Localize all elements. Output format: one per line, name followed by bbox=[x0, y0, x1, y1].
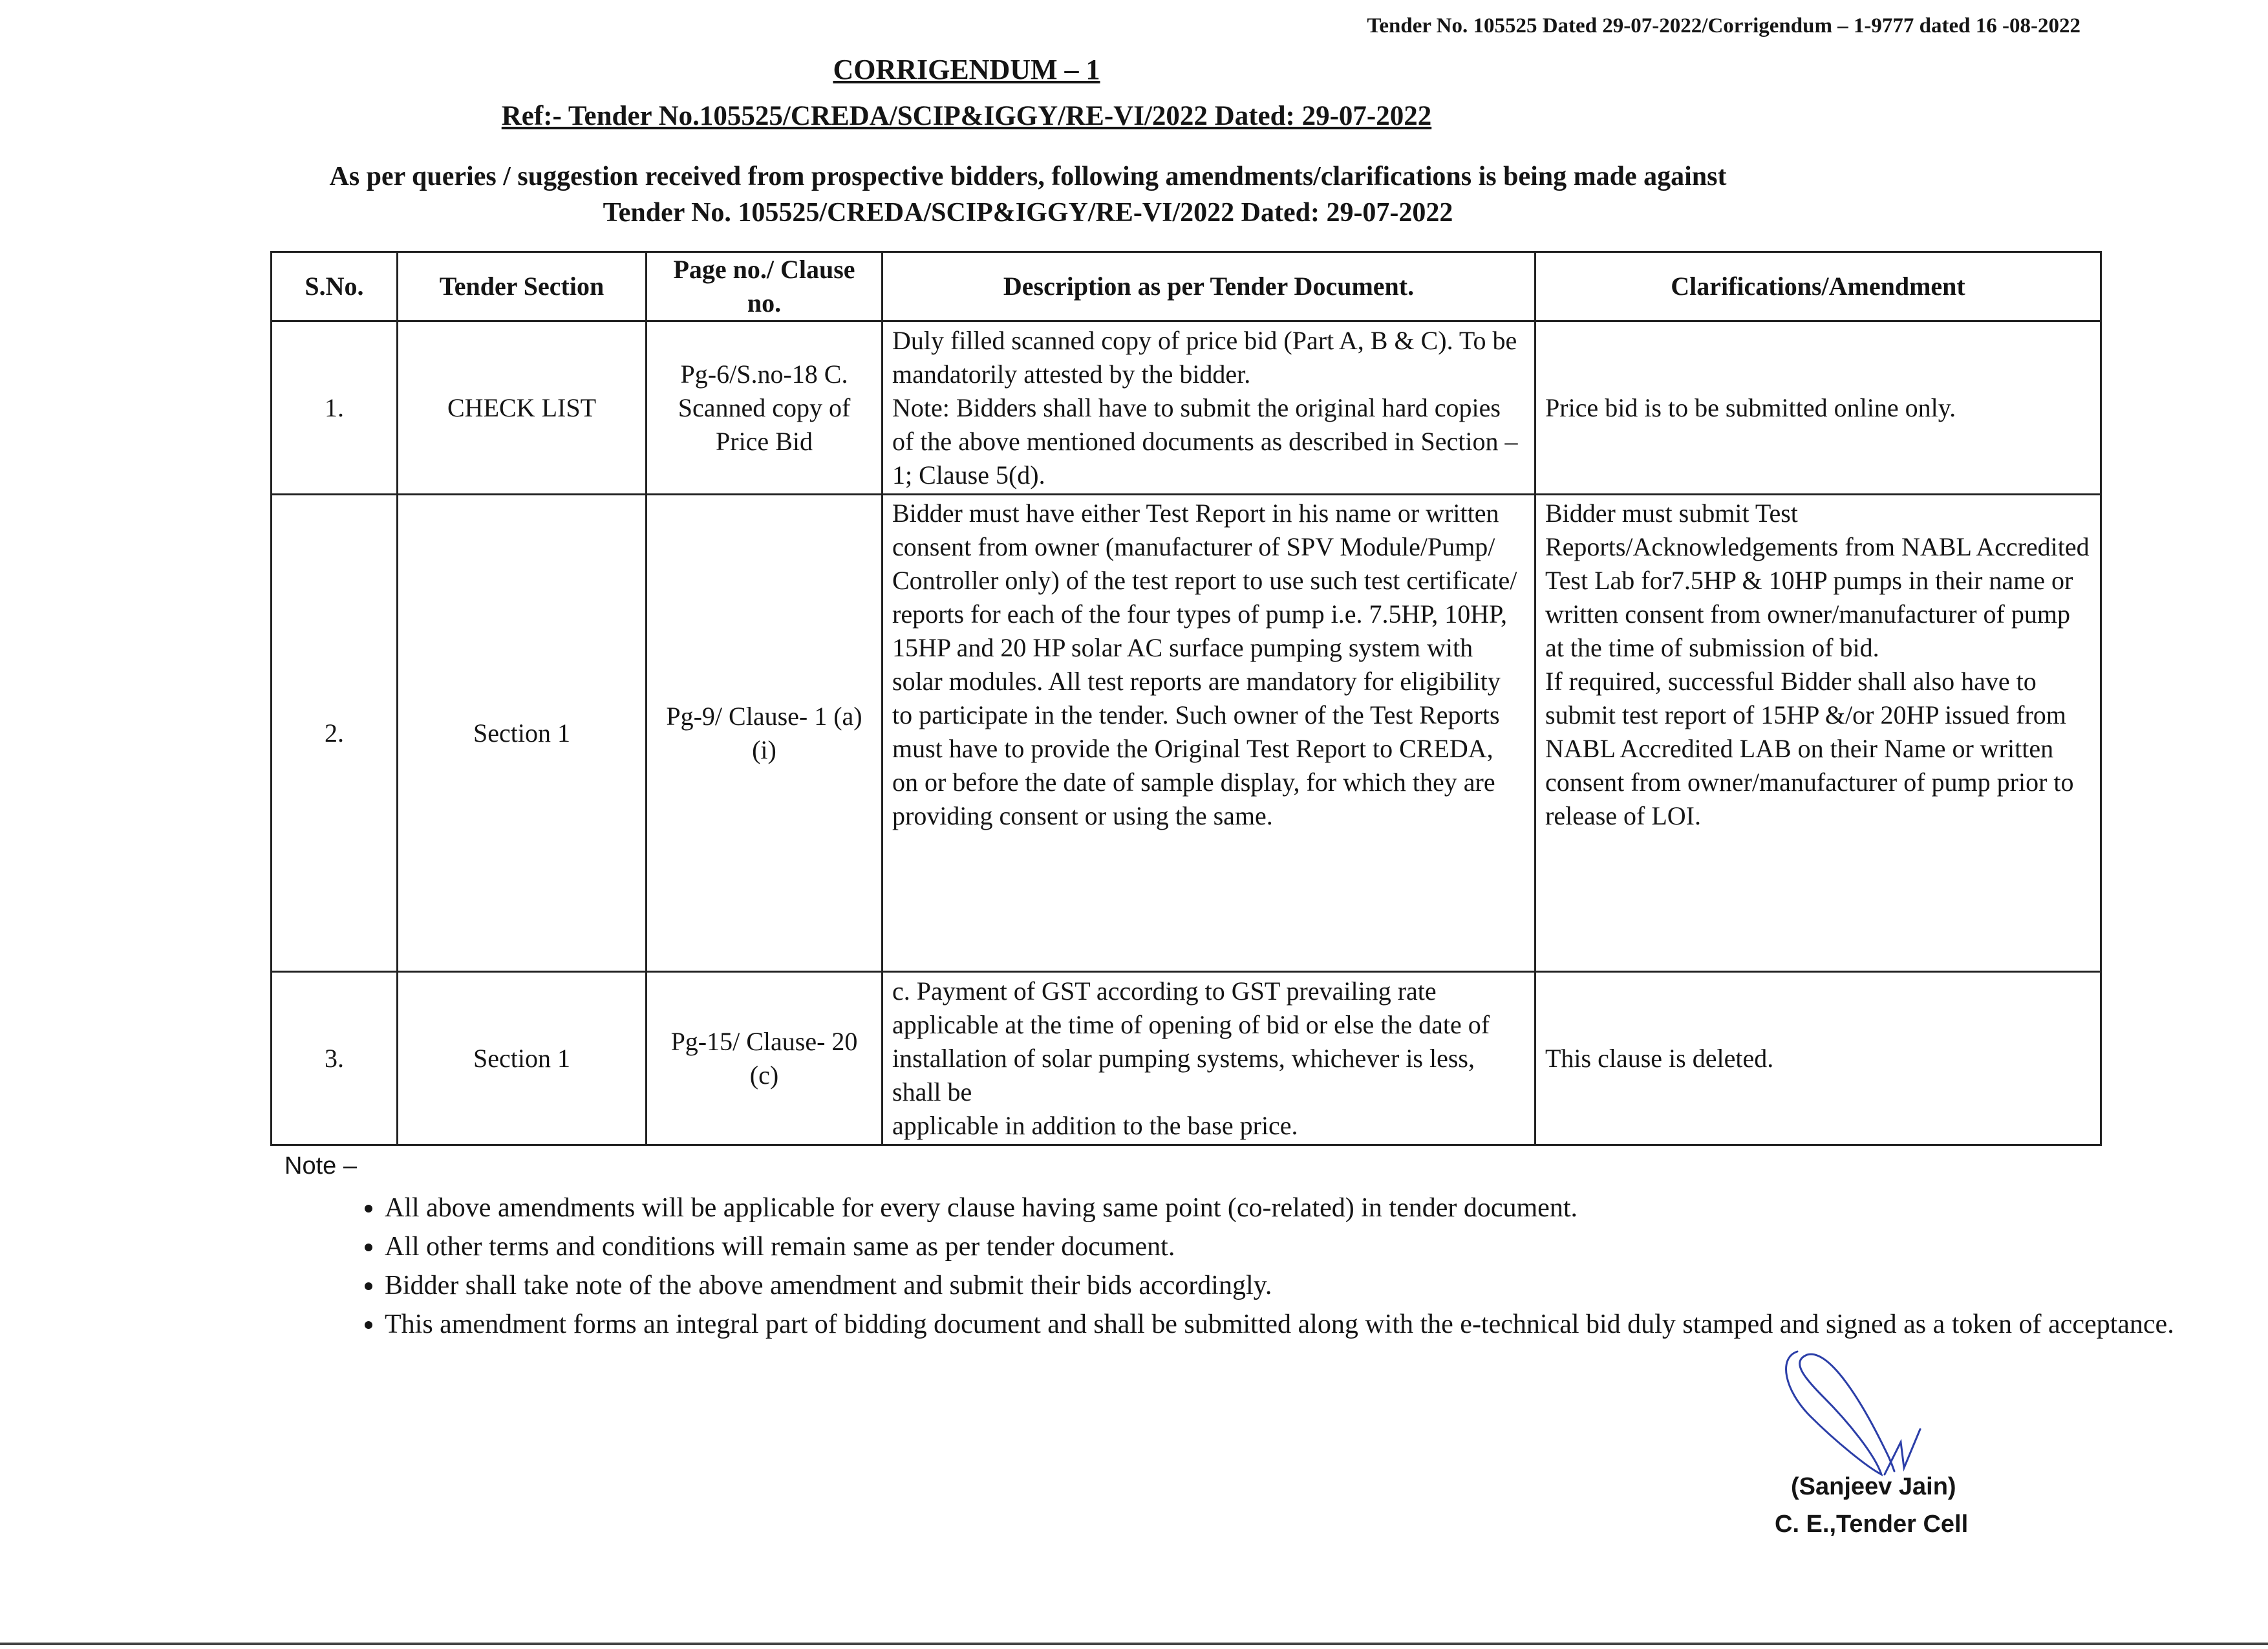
column-header-sno: S.No. bbox=[272, 252, 398, 321]
list-item: • Bidder shall take note of the above amendment and submit their bids accordingly. bbox=[385, 1266, 2182, 1305]
tender-reference-header: Tender No. 105525 Dated 29-07-2022/Corrigendum – 1-9777 dated 16 -08-2022 bbox=[1367, 14, 2081, 38]
cell-section: CHECK LIST bbox=[398, 321, 647, 495]
notes-list bbox=[323, 1189, 2182, 1344]
table-row bbox=[272, 321, 2101, 495]
intro-paragraph: As per queries / suggestion received from prospective bidders, following amendments/clarifications is being made against Tender No. 105525/CREDA/SCIP&IGGY/RE-VI/2022 Dated: 29-07-2022 bbox=[329, 162, 1727, 228]
cell-clause: Pg-6/S.no-18 C. Scanned copy of Price Bid bbox=[647, 321, 883, 495]
list-item: • All other terms and conditions will remain same as per tender document. bbox=[385, 1227, 2182, 1266]
cell-clause: Pg-9/ Clause- 1 (a) (i) bbox=[647, 495, 883, 972]
table-header-row bbox=[272, 252, 2101, 321]
cell-clause: Pg-15/ Clause- 20 (c) bbox=[647, 972, 883, 1145]
cell-sno: 2. bbox=[272, 495, 398, 972]
signature-stroke bbox=[1786, 1352, 1920, 1474]
column-header-description: Description as per Tender Document. bbox=[883, 252, 1535, 321]
cell-description: Duly filled scanned copy of price bid (Part A, B & C). To be mandatorily attested by the bidder. Note: Bidders shall have to submit the original hard copies of the above mentioned documents as described in Section – 1; Clause 5(d). bbox=[883, 321, 1535, 495]
note-label: Note – bbox=[284, 1152, 357, 1180]
page-bottom-rule bbox=[0, 1643, 2268, 1645]
tender-reference: Ref:- Tender No.105525/CREDA/SCIP&IGGY/RE-VI/2022 Dated: 29-07-2022 bbox=[501, 101, 1432, 131]
table-row bbox=[272, 972, 2101, 1145]
cell-sno: 1. bbox=[272, 321, 398, 495]
cell-amendment: This clause is deleted. bbox=[1535, 972, 2101, 1145]
column-header-clause: Page no./ Clause no. bbox=[647, 252, 883, 321]
list-item: • This amendment forms an integral part of bidding document and shall be submitted along with the e-technical bid duly stamped and signed as a token of acceptance. bbox=[385, 1305, 2182, 1344]
document-title: CORRIGENDUM – 1 bbox=[833, 54, 1100, 85]
cell-amendment: Price bid is to be submitted online only. bbox=[1535, 321, 2101, 495]
list-item: • All above amendments will be applicable for every clause having same point (co-related) in tender document. bbox=[385, 1189, 2182, 1227]
cell-sno: 3. bbox=[272, 972, 398, 1145]
column-header-section: Tender Section bbox=[398, 252, 647, 321]
cell-description: c. Payment of GST according to GST prevailing rate applicable at the time of opening of bid or else the date of installation of solar pumping systems, whichever is less, shall be applicable in addition to the base price. bbox=[883, 972, 1535, 1145]
signatory-name: (Sanjeev Jain) bbox=[1791, 1473, 1956, 1500]
table-row bbox=[272, 495, 2101, 972]
cell-section: Section 1 bbox=[398, 495, 647, 972]
amendment-table bbox=[270, 251, 2102, 1146]
signature-mark bbox=[1771, 1345, 1965, 1494]
cell-section: Section 1 bbox=[398, 972, 647, 1145]
cell-description: Bidder must have either Test Report in his name or written consent from owner (manufacturer of SPV Module/Pump/ Controller only) of the test report to use such test certificate/ reports for each of the four types of pump i.e. 7.5HP, 10HP, 15HP and 20 HP solar AC surface pumping system with solar modules. All test reports are mandatory for eligibility to participate in the tender. Such owner of the Test Reports must have to provide the Original Test Report to CREDA, on or before the date of sample display, for which they are providing consent or using the same. bbox=[883, 495, 1535, 972]
column-header-amendment: Clarifications/Amendment bbox=[1535, 252, 2101, 321]
cell-amendment: Bidder must submit Test Reports/Acknowledgements from NABL Accredited Test Lab for7.5HP & 10HP pumps in their name or written consent from owner/manufacturer of pump at the time of submission of bid. If required, successful Bidder shall also have to submit test report of 15HP &/or 20HP issued from NABL Accredited LAB on their Name or written consent from owner/manufacturer of pump prior to release of LOI. bbox=[1535, 495, 2101, 972]
signatory-designation: C. E.,Tender Cell bbox=[1775, 1511, 1969, 1538]
